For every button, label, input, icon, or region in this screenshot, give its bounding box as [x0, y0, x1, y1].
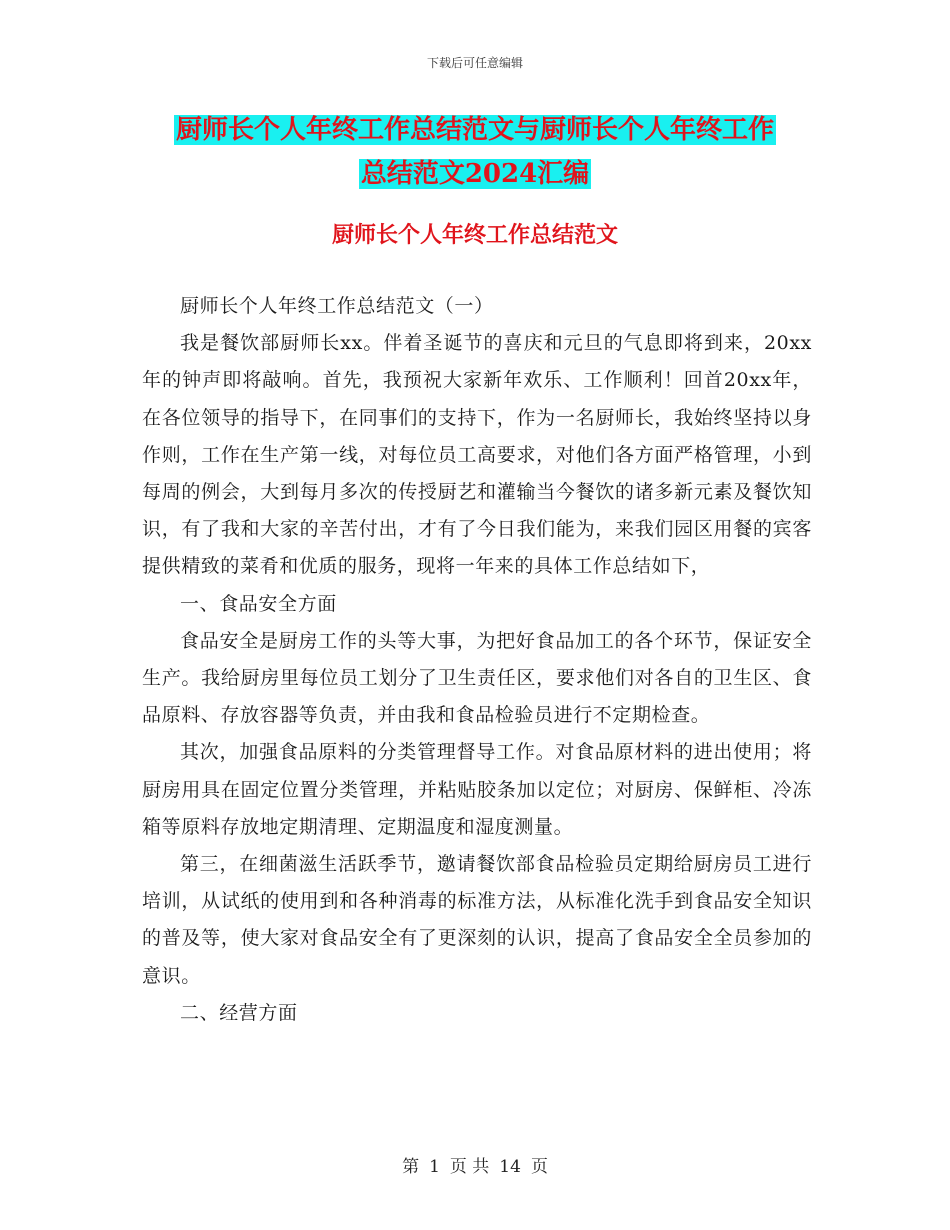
paragraph-subtitle: 厨师长个人年终工作总结范文（一） [180, 295, 494, 317]
paragraph-classification: 其次，加强食品原料的分类管理督导工作。对食品原材料的进出使用；将厨房用具在固定位置分类管理，并粘贴胶条加以定位；对厨房、保鲜柜、冷冻箱等原料存放地定期清理、定期温度和湿度测量。 [142, 741, 812, 838]
heading-operations: 二、经营方面 [180, 1001, 298, 1024]
body-text [142, 288, 812, 1032]
footer-prefix: 第 [402, 1157, 420, 1177]
paragraph-intro: 我是餐饮部厨师长xx。伴着圣诞节的喜庆和元旦的气息即将到来，20xx年的钟声即将敲响。首先，我预祝大家新年欢乐、工作顺利！回首20xx年，在各位领导的指导下，在同事们的支持下，作为一名厨师长，我始终坚持以身作则，工作在生产第一线，对每位员工高要求，对他们各方面严格管理，小到每周的例会，大到每月多次的传授厨艺和灌输当今餐饮的诸多新元素及餐饮知识，有了我和大家的辛苦付出，才有了今日我们能为，来我们园区用餐的宾客提供精致的菜肴和优质的服务，现将一年来的具体工作总结如下， [142, 332, 812, 578]
total-pages: 14 [499, 1157, 521, 1177]
document-title-line-2 [0, 154, 950, 194]
page-number: 1 [429, 1157, 440, 1177]
heading-food-safety: 一、食品安全方面 [180, 592, 337, 615]
header-note: 下载后可任意编辑 [426, 56, 523, 70]
paragraph-training: 第三，在细菌滋生活跃季节，邀请餐饮部食品检验员定期给厨房员工进行培训，从试纸的使用到和各种消毒的标准方法，从标准化洗手到食品安全知识的普及等，使大家对食品安全有了更深刻的认识，提高了食品安全全员参加的意识。 [142, 853, 812, 987]
document-title-text-2: 总结范文2024汇编 [360, 159, 590, 189]
footer-suffix: 页 [530, 1157, 548, 1177]
footer-middle: 页 共 [449, 1157, 490, 1177]
page-footer [0, 1152, 950, 1177]
document-title-line-1 [0, 110, 950, 150]
document-title-text-1: 厨师长个人年终工作总结范文与厨师长个人年终工作 [175, 115, 774, 145]
paragraph-food-safety: 食品安全是厨房工作的头等大事，为把好食品加工的各个环节，保证安全生产。我给厨房里每位员工划分了卫生责任区，要求他们对各自的卫生区、食品原料、存放容器等负责，并由我和食品检验员进行不定期检查。 [142, 629, 812, 727]
section-title: 厨师长个人年终工作总结范文 [331, 222, 618, 248]
